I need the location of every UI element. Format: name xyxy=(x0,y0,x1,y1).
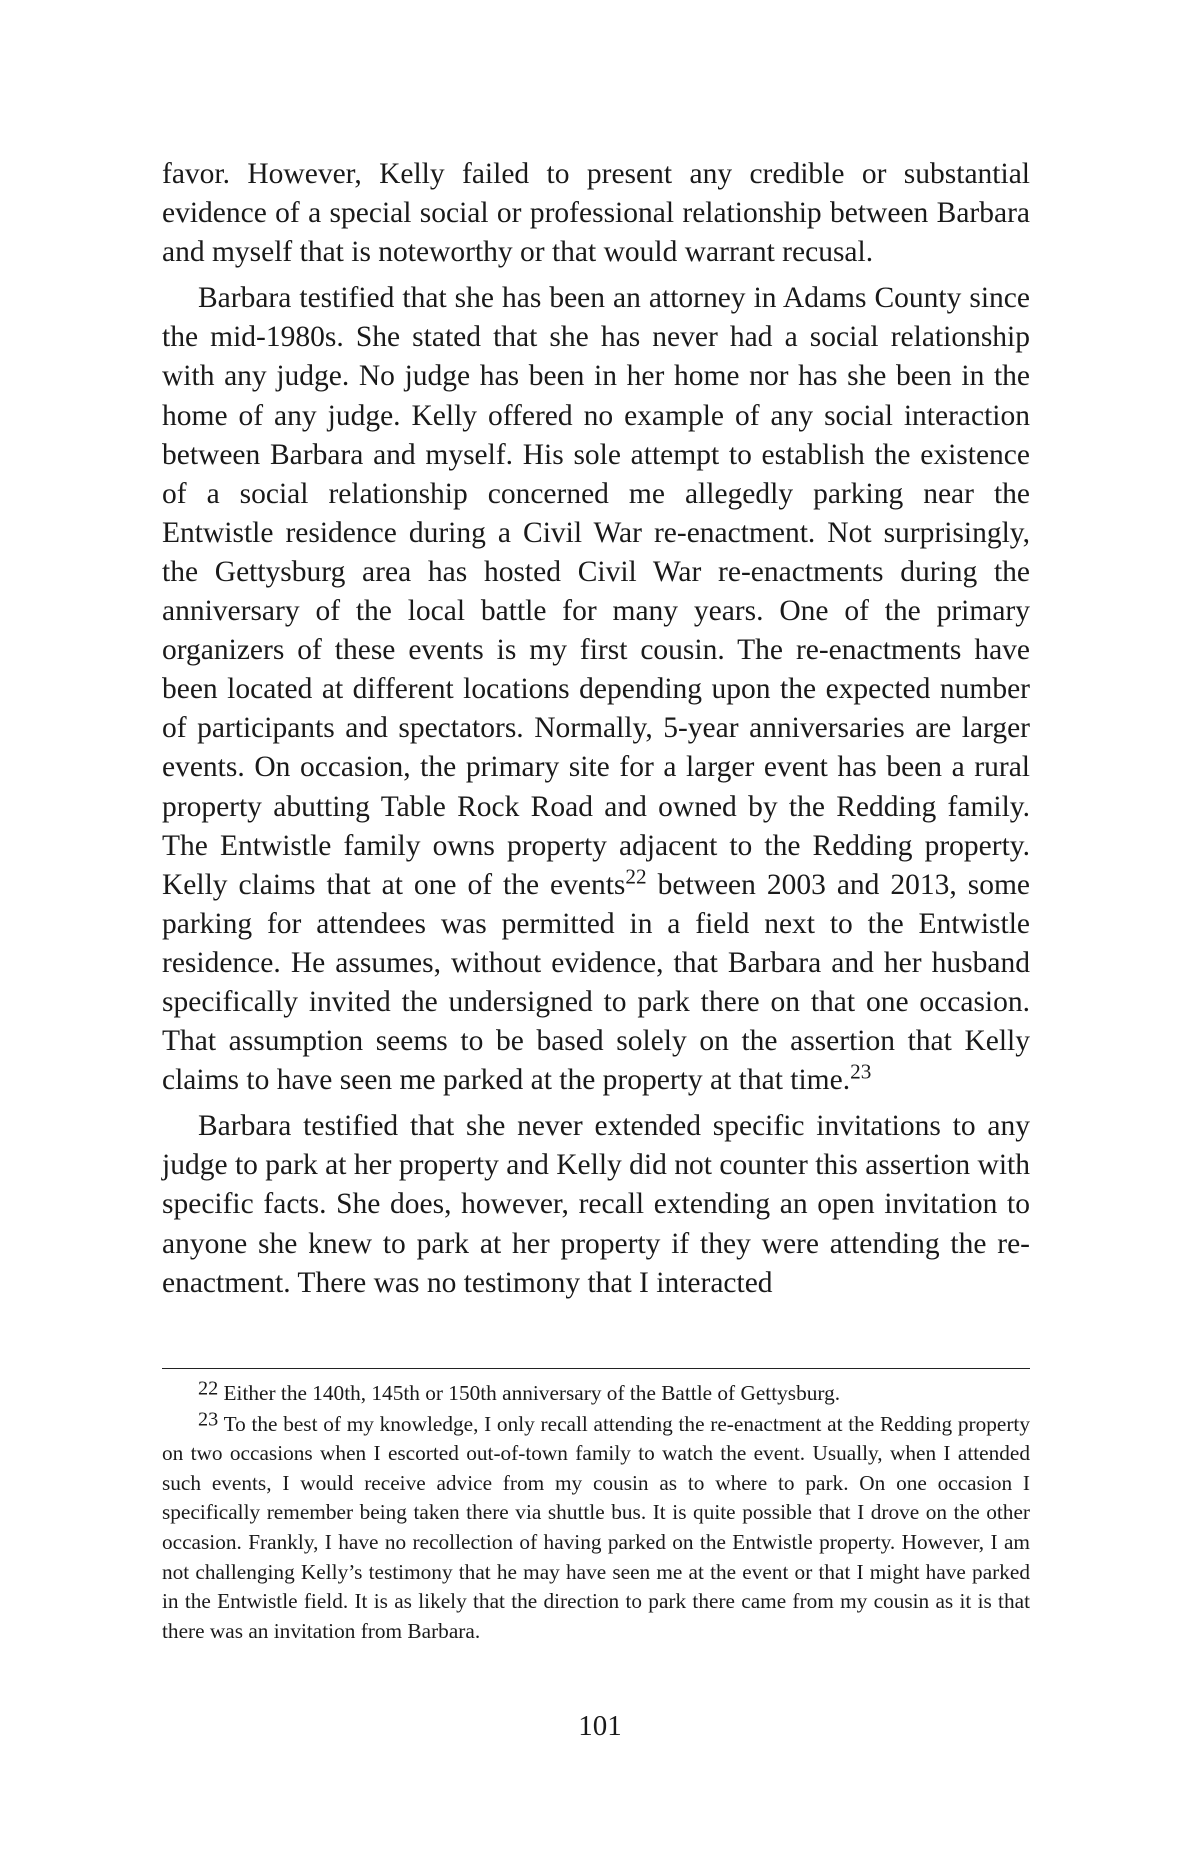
page-number: 101 xyxy=(578,1710,622,1742)
footnote-divider xyxy=(162,1368,1030,1369)
paragraph-2 xyxy=(162,279,1030,1100)
footnote-text: Either the 140th, 145th or 150th anniversary of the Battle of Gettysburg. xyxy=(223,1381,841,1405)
footnote-23 xyxy=(162,1407,1030,1647)
footnotes xyxy=(162,1379,1030,1647)
body-text xyxy=(162,155,1030,1310)
footnote-ref-22: 22 xyxy=(625,864,647,889)
footnote-22 xyxy=(162,1379,1030,1409)
paragraph-2-part-b: between 2003 and 2013, some parking for attendees was permitted in a field next to the Entwistle residence. He assumes, without evidence, that Barbara and her husband specifically invited the undersigned to park there on that one occasion. That assumption seems to be based solely on the assertion that Kelly claims to have seen me parked at the property at that time. xyxy=(162,868,1030,1097)
footnote-number: 22 xyxy=(198,1377,219,1400)
paragraph-2-part-a: Barbara testified that she has been an attorney in Adams County since the mid-1980s. She stated that she has never had a social relationship with any judge. No judge has been in her home nor has she been in the home of any judge. Kelly offered no example of any social interaction between Barbara and myself. His sole attempt to establish the existence of a social relationship concerned me allegedly parking near the Entwistle residence during a Civil War re-enactment. Not surprisingly, the Gettysburg area has hosted Civil War re-enactments during the anniversary of the local battle for many years. One of the primary organizers of these events is my first cousin. The re-enactments have been located at different locations depending upon the expected number of participants and spectators. Normally, 5-year anniversaries are larger events. On occasion, the primary site for a larger event has been a rural property abutting Table Rock Road and owned by the Redding family. The Entwistle family owns property adjacent to the Redding property. Kelly claims that at one of the events xyxy=(162,282,1030,901)
footnote-ref-23: 23 xyxy=(850,1059,872,1084)
paragraph-3: Barbara testified that she never extended specific invitations to any judge to park at her property and Kelly did not counter this assertion with specific facts. She does, however, recall extending an open invitation to anyone she knew to park at her property if they were attending the re-enactment. There was no testimony that I interacted xyxy=(162,1110,1030,1299)
paragraph-1: favor. However, Kelly failed to present any credible or substantial evidence of a special social or professional relationship between Barbara and myself that is noteworthy or that would warrant recusal. xyxy=(162,158,1030,269)
footnote-number: 23 xyxy=(198,1407,219,1430)
footnote-text: To the best of my knowledge, I only recall attending the re-enactment at the Redding property on two occasions when I escorted out-of-town family to watch the event. Usually, when I attended such events, I would receive advice from my cousin as to where to park. On one occasion I specifically remember being taken there via shuttle bus. It is quite possible that I drove on the other occasion. Frankly, I have no recollection of having parked on the Entwistle property. However, I am not challenging Kelly’s testimony that he may have seen me at the event or that I might have parked in the Entwistle field. It is as likely that the direction to park there came from my cousin as it is that there was an invitation from Barbara. xyxy=(162,1411,1030,1643)
